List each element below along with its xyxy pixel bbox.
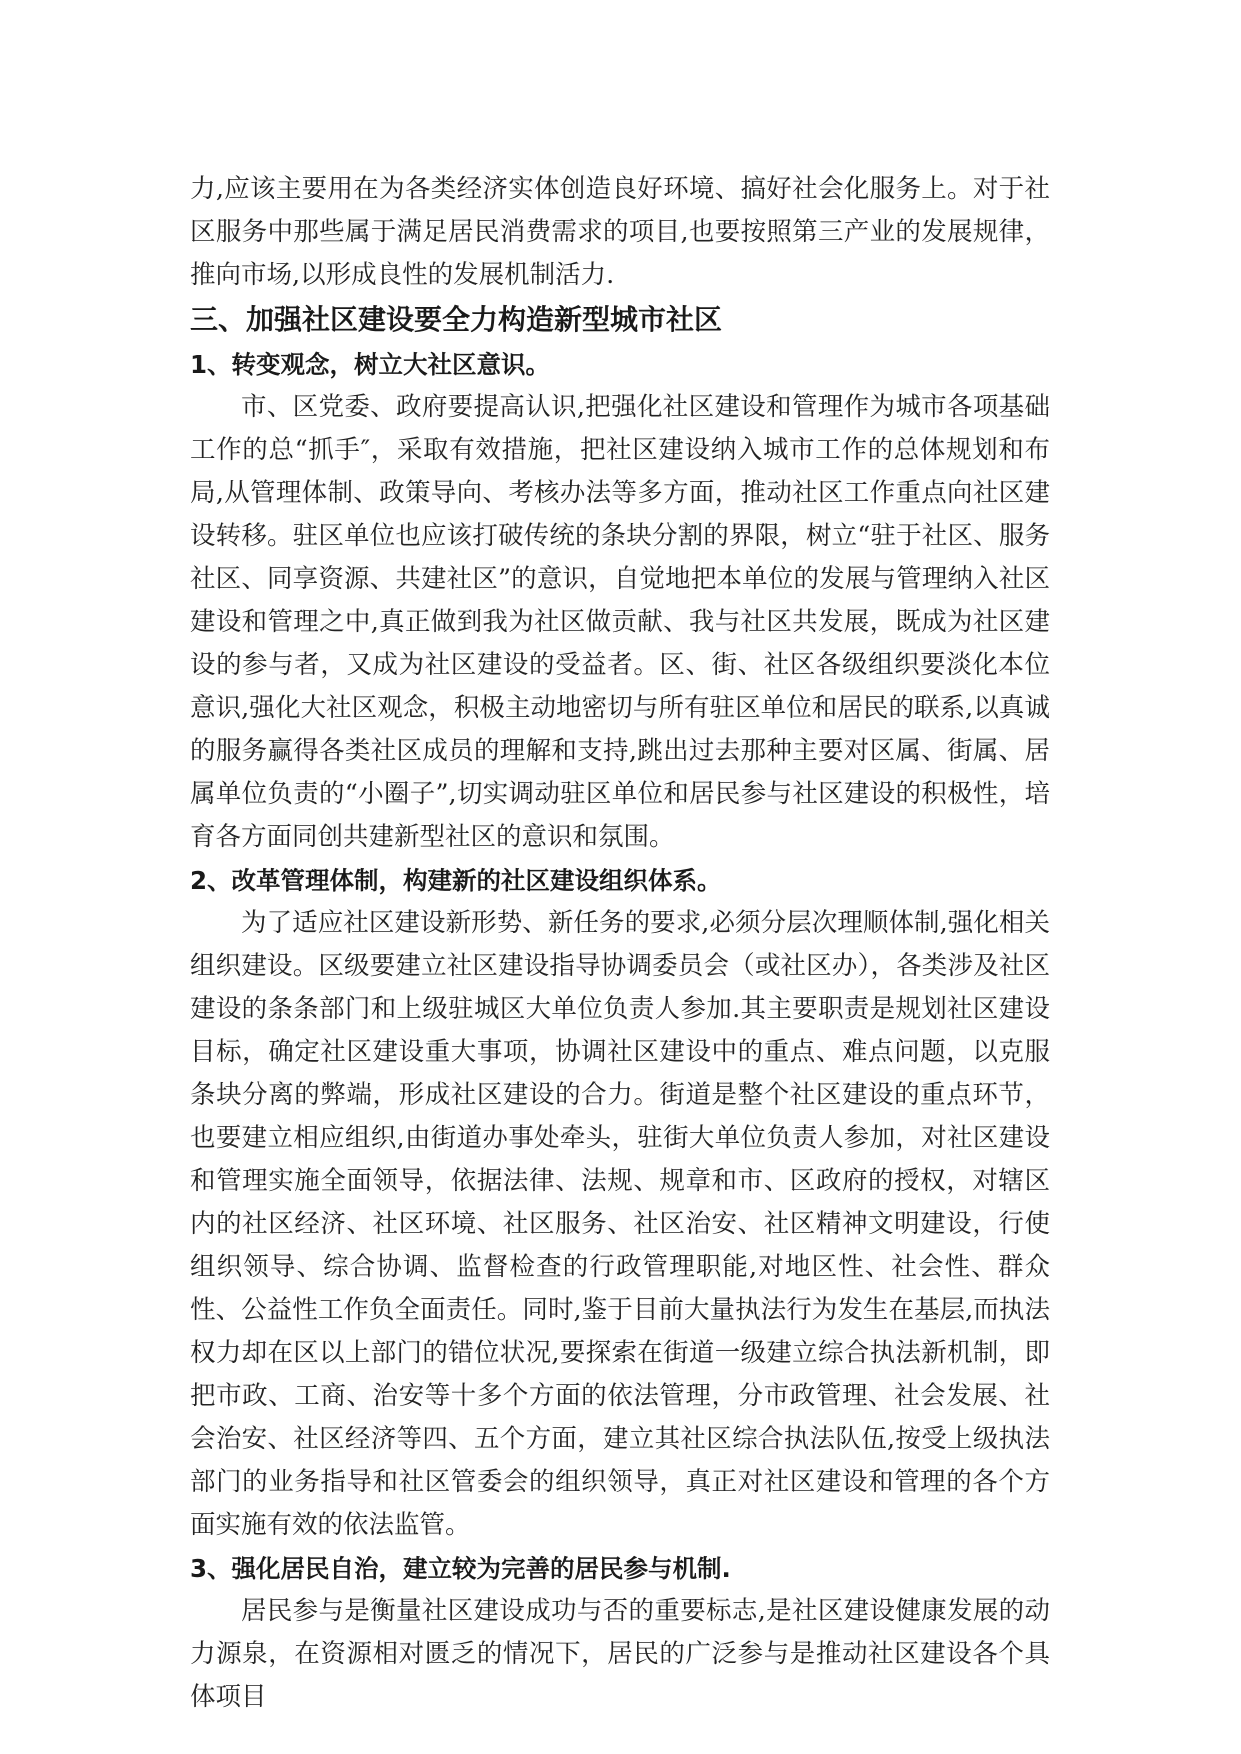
intro-paragraph: 力,应该主要用在为各类经济实体创造良好环境、搞好社会化服务上。对于社区服务中那些属于满足居民消费需求的项目,也要按照第三产业的发展规律，推向市场,以形成良性的发展机制活力. bbox=[190, 174, 1050, 290]
document-page bbox=[190, 168, 1050, 1719]
subsection-2-paragraph: 为了适应社区建设新形势、新任务的要求,必须分层次理顺体制,强化相关组织建设。区级要建立社区建设指导协调委员会（或社区办），各类涉及社区建设的条条部门和上级驻城区大单位负责人参加.其主要职责是规划社区建设目标，确定社区建设重大事项，协调社区建设中的重点、难点问题，以克服条块分离的弊端，形成社区建设的合力。街道是整个社区建设的重点环节，也要建立相应组织,由街道办事处牵头，驻街大单位负责人参加，对社区建设和管理实施全面领导，依据法律、法规、规章和市、区政府的授权，对辖区内的社区经济、社区环境、社区服务、社区治安、社区精神文明建设，行使组织领导、综合协调、监督检查的行政管理职能,对地区性、社会性、群众性、公益性工作负全面责任。同时,鉴于目前大量执法行为发生在基层,而执法权力却在区以上部门的错位状况,要探索在街道一级建立综合执法新机制，即把市政、工商、治安等十多个方面的依法管理，分市政管理、社会发展、社会治安、社区经济等四、五个方面，建立其社区综合执法队伍,按受上级执法部门的业务指导和社区管委会的组织领导，真正对社区建设和管理的各个方面实施有效的依法监管。 bbox=[190, 908, 1050, 1540]
subsection-3-heading: 3、强化居民自治，建立较为完善的居民参与机制. bbox=[190, 1554, 731, 1583]
subsection-1-paragraph: 市、区党委、政府要提高认识,把强化社区建设和管理作为城市各项基础工作的总“抓手″，采取有效措施，把社区建设纳入城市工作的总体规划和布局,从管理体制、政策导向、考核办法等多方面，推动社区工作重点向社区建设转移。驻区单位也应该打破传统的条块分割的界限，树立“驻于社区、服务社区、同享资源、共建社区”的意识，自觉地把本单位的发展与管理纳入社区建设和管理之中,真正做到我为社区做贡献、我与社区共发展，既成为社区建设的参与者，又成为社区建设的受益者。区、街、社区各级组织要淡化本位意识,强化大社区观念，积极主动地密切与所有驻区单位和居民的联系,以真诚的服务赢得各类社区成员的理解和支持,跳出过去那种主要对区属、街属、居属单位负责的“小圈子”,切实调动驻区单位和居民参与社区建设的积极性，培育各方面同创共建新型社区的意识和氛围。 bbox=[190, 392, 1050, 852]
subsection-2-heading: 2、改革管理体制，构建新的社区建设组织体系。 bbox=[190, 866, 722, 895]
subsection-1-heading: 1、转变观念，树立大社区意识。 bbox=[190, 350, 551, 379]
section-heading: 三、加强社区建设要全力构造新型城市社区 bbox=[190, 303, 723, 336]
subsection-3-paragraph: 居民参与是衡量社区建设成功与否的重要标志,是社区建设健康发展的动力源泉，在资源相对匮乏的情况下，居民的广泛参与是推动社区建设各个具体项目 bbox=[190, 1596, 1050, 1712]
